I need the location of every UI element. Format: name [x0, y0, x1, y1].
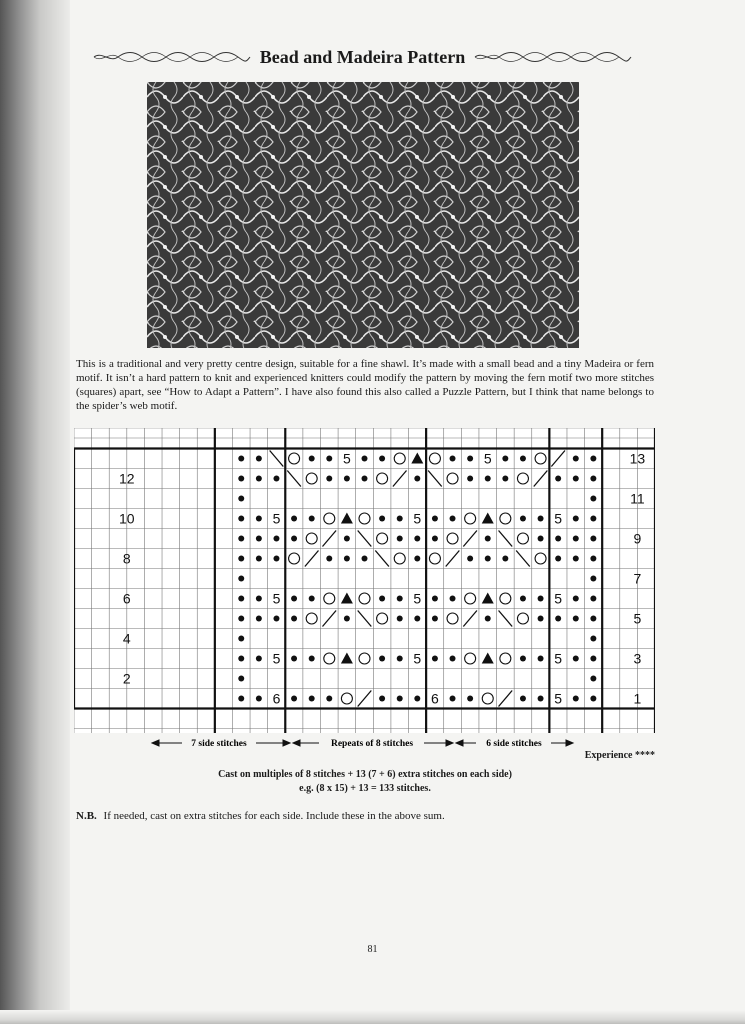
knit-stitch-dot — [309, 696, 315, 702]
knit-stitch-dot — [309, 456, 315, 462]
knit-stitch-dot — [432, 596, 438, 602]
knit-stitch-dot — [467, 556, 473, 562]
knit-stitch-dot — [502, 476, 508, 482]
row-number-right: 5 — [633, 610, 642, 627]
knit-stitch-dot — [397, 596, 403, 602]
knit-stitch-dot — [590, 576, 596, 582]
knit-stitch-dot — [590, 556, 596, 562]
chart-number-symbol: 5 — [272, 590, 281, 607]
knit-stitch-dot — [520, 696, 526, 702]
knit-stitch-dot — [397, 516, 403, 522]
knit-stitch-dot — [238, 596, 244, 602]
knit-stitch-dot — [344, 616, 350, 622]
knit-stitch-dot — [538, 516, 544, 522]
knit-stitch-dot — [590, 516, 596, 522]
note — [76, 810, 445, 822]
knit-stitch-dot — [590, 536, 596, 542]
pattern-description: This is a traditional and very pretty centre design, suitable for a fine shawl. It’s made with a small bead and a tiny Madeira or fern motif. It isn’t a hard pattern to knit and experienced knitters could modify the pattern by moving the fern motif two more stitches (squares) apart, see “How to Adapt a Pattern”. I have also found this also called a Puzzle Pattern, but I think that name belongs to the spider’s web motif. — [76, 358, 654, 412]
chart-background — [74, 428, 655, 733]
knit-stitch-dot — [326, 476, 332, 482]
knit-stitch-dot — [573, 596, 579, 602]
knit-stitch-dot — [238, 656, 244, 662]
knit-stitch-dot — [538, 616, 544, 622]
knit-stitch-dot — [326, 696, 332, 702]
knit-stitch-dot — [238, 516, 244, 522]
knit-stitch-dot — [256, 696, 262, 702]
knit-stitch-dot — [379, 656, 385, 662]
knit-stitch-dot — [256, 656, 262, 662]
row-number-left: 8 — [122, 550, 131, 567]
knit-stitch-dot — [344, 536, 350, 542]
chart-number-symbol: 5 — [554, 510, 563, 527]
row-number-right: 13 — [629, 450, 646, 467]
knit-stitch-dot — [590, 656, 596, 662]
knitting-chart — [74, 428, 655, 733]
knit-stitch-dot — [520, 656, 526, 662]
knit-stitch-dot — [590, 616, 596, 622]
row-number-left: 4 — [122, 630, 131, 647]
page-number: 81 — [367, 944, 378, 955]
row-number-left: 6 — [122, 590, 131, 607]
knit-stitch-dot — [256, 476, 262, 482]
experience-rating: Experience **** — [584, 750, 655, 761]
knit-stitch-dot — [590, 596, 596, 602]
knit-stitch-dot — [309, 516, 315, 522]
row-number-left: 10 — [119, 510, 135, 527]
knit-stitch-dot — [573, 456, 579, 462]
note-text: If needed, cast on extra stitches for each side. Include these in the above sum. — [103, 810, 445, 822]
knit-stitch-dot — [520, 456, 526, 462]
knit-stitch-dot — [309, 596, 315, 602]
title-flourish-left — [92, 50, 252, 64]
chart-number-symbol: 5 — [342, 450, 351, 467]
knit-stitch-dot — [590, 456, 596, 462]
knit-stitch-dot — [291, 696, 297, 702]
chart-number-symbol: 5 — [413, 510, 422, 527]
chart-number-symbol: 5 — [272, 510, 281, 527]
chart-number-symbol: 6 — [431, 690, 439, 707]
knit-stitch-dot — [379, 456, 385, 462]
knit-stitch-dot — [520, 516, 526, 522]
knit-stitch-dot — [467, 456, 473, 462]
knit-stitch-dot — [256, 556, 262, 562]
knit-stitch-dot — [238, 456, 244, 462]
knit-stitch-dot — [467, 476, 473, 482]
knit-stitch-dot — [450, 596, 456, 602]
knit-stitch-dot — [238, 496, 244, 502]
knit-stitch-dot — [590, 476, 596, 482]
cast-on-instructions — [76, 768, 654, 796]
knit-stitch-dot — [450, 516, 456, 522]
knit-stitch-dot — [573, 556, 579, 562]
knit-stitch-dot — [573, 616, 579, 622]
knit-stitch-dot — [238, 556, 244, 562]
knit-stitch-dot — [238, 476, 244, 482]
lace-swatch-photo — [147, 82, 579, 348]
title-row — [70, 44, 655, 70]
chart-number-symbol: 5 — [554, 650, 563, 667]
knit-stitch-dot — [397, 616, 403, 622]
knit-stitch-dot — [397, 696, 403, 702]
knit-stitch-dot — [485, 556, 491, 562]
knit-stitch-dot — [538, 696, 544, 702]
knit-stitch-dot — [238, 576, 244, 582]
left-side-label: 7 side stitches — [191, 739, 247, 749]
knit-stitch-dot — [379, 596, 385, 602]
knit-stitch-dot — [538, 536, 544, 542]
knit-stitch-dot — [555, 536, 561, 542]
chart-number-symbol: 6 — [272, 690, 281, 707]
centre-label: Repeats of 8 stitches — [330, 739, 414, 749]
knit-stitch-dot — [326, 456, 332, 462]
knit-stitch-dot — [555, 476, 561, 482]
knit-stitch-dot — [291, 616, 297, 622]
knit-stitch-dot — [344, 556, 350, 562]
knit-stitch-dot — [432, 656, 438, 662]
knit-stitch-dot — [414, 696, 420, 702]
title-flourish-right — [473, 50, 633, 64]
row-number-right: 11 — [630, 490, 645, 507]
knit-stitch-dot — [432, 516, 438, 522]
knit-stitch-dot — [573, 656, 579, 662]
knit-stitch-dot — [573, 516, 579, 522]
knit-stitch-dot — [590, 636, 596, 642]
row-number-left: 12 — [119, 470, 135, 487]
cast-on-line-2: e.g. (8 x 15) + 13 = 133 stitches. — [299, 783, 431, 794]
knit-stitch-dot — [573, 536, 579, 542]
knit-stitch-dot — [485, 616, 491, 622]
chart-number-symbol: 5 — [554, 590, 563, 607]
knit-stitch-dot — [238, 696, 244, 702]
page-bottom-edge — [0, 1010, 745, 1024]
knit-stitch-dot — [485, 476, 491, 482]
knit-stitch-dot — [467, 696, 473, 702]
knit-stitch-dot — [590, 696, 596, 702]
row-number-right: 1 — [633, 690, 642, 707]
knit-stitch-dot — [291, 656, 297, 662]
row-number-right: 9 — [633, 530, 642, 547]
knit-stitch-dot — [414, 476, 420, 482]
right-side-label: 6 side stitches — [486, 739, 542, 749]
row-number-right: 7 — [633, 570, 642, 587]
knit-stitch-dot — [362, 456, 368, 462]
knit-stitch-dot — [590, 496, 596, 502]
knit-stitch-dot — [414, 556, 420, 562]
knit-stitch-dot — [291, 596, 297, 602]
knit-stitch-dot — [555, 556, 561, 562]
knit-stitch-dot — [291, 516, 297, 522]
knit-stitch-dot — [590, 676, 596, 682]
cast-on-line-1: Cast on multiples of 8 stitches + 13 (7 + 6) extra stitches on each side) — [218, 769, 512, 780]
knit-stitch-dot — [502, 556, 508, 562]
knit-stitch-dot — [326, 556, 332, 562]
knit-stitch-dot — [555, 616, 561, 622]
knit-stitch-dot — [273, 616, 279, 622]
knit-stitch-dot — [397, 536, 403, 542]
knit-stitch-dot — [573, 696, 579, 702]
knit-stitch-dot — [362, 556, 368, 562]
knit-stitch-dot — [309, 656, 315, 662]
knit-stitch-dot — [256, 536, 262, 542]
knit-stitch-dot — [538, 656, 544, 662]
knit-stitch-dot — [273, 476, 279, 482]
knit-stitch-dot — [238, 636, 244, 642]
knit-stitch-dot — [379, 696, 385, 702]
note-label: N.B. — [76, 810, 97, 822]
knit-stitch-dot — [397, 656, 403, 662]
knit-stitch-dot — [256, 456, 262, 462]
knit-stitch-dot — [238, 536, 244, 542]
knit-stitch-dot — [450, 456, 456, 462]
knit-stitch-dot — [538, 596, 544, 602]
chart-number-symbol: 5 — [413, 590, 422, 607]
chart-number-symbol: 5 — [272, 650, 281, 667]
knit-stitch-dot — [238, 616, 244, 622]
chart-number-symbol: 5 — [413, 650, 422, 667]
row-number-left: 2 — [122, 670, 131, 687]
knit-stitch-dot — [273, 556, 279, 562]
page-gutter-shadow — [0, 0, 70, 1024]
chart-number-symbol: 5 — [483, 450, 492, 467]
knit-stitch-dot — [256, 596, 262, 602]
knit-stitch-dot — [379, 516, 385, 522]
knit-stitch-dot — [432, 616, 438, 622]
page-title: Bead and Madeira Pattern — [259, 46, 466, 67]
knit-stitch-dot — [344, 476, 350, 482]
knit-stitch-dot — [450, 696, 456, 702]
knit-stitch-dot — [502, 456, 508, 462]
knit-stitch-dot — [520, 596, 526, 602]
knit-stitch-dot — [238, 676, 244, 682]
knit-stitch-dot — [414, 616, 420, 622]
stitch-section-labels — [74, 734, 655, 752]
knit-stitch-dot — [450, 656, 456, 662]
knit-stitch-dot — [432, 536, 438, 542]
chart-number-symbol: 5 — [554, 690, 563, 707]
knit-stitch-dot — [362, 476, 368, 482]
row-number-right: 3 — [633, 650, 642, 667]
knit-stitch-dot — [256, 516, 262, 522]
knit-stitch-dot — [485, 536, 491, 542]
knit-stitch-dot — [273, 536, 279, 542]
knit-stitch-dot — [256, 616, 262, 622]
knit-stitch-dot — [573, 476, 579, 482]
knit-stitch-dot — [291, 536, 297, 542]
knit-stitch-dot — [414, 536, 420, 542]
